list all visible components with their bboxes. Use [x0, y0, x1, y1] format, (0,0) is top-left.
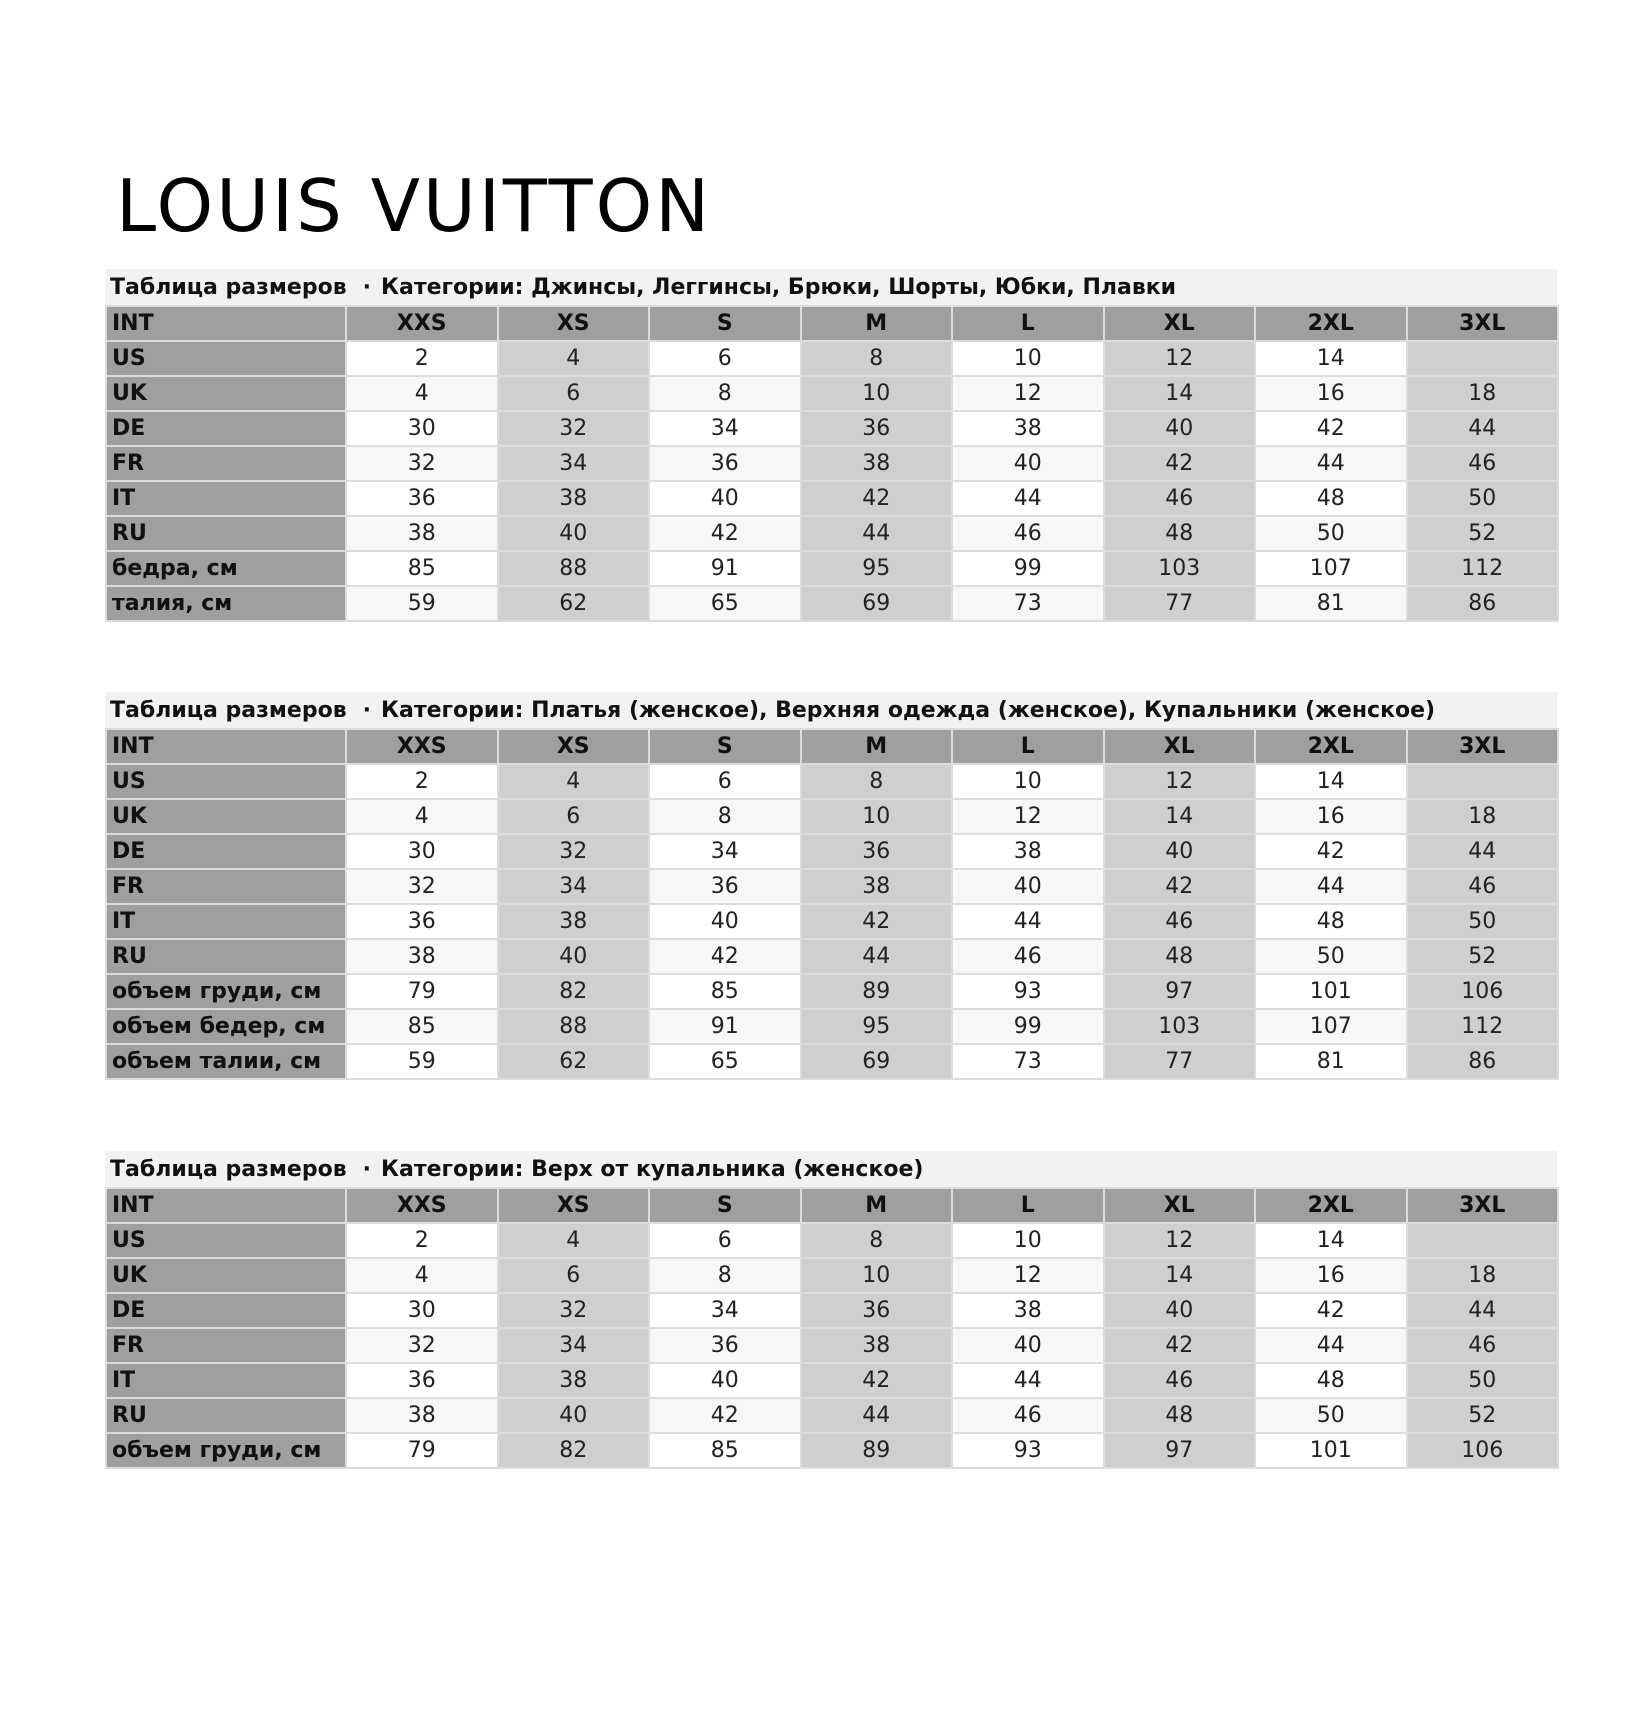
row-label: талия, см [106, 586, 346, 621]
table-cell: 89 [801, 1433, 953, 1468]
size-chart-bottoms [105, 269, 1557, 622]
table-cell: 8 [649, 376, 801, 411]
table-cell: 48 [1104, 1398, 1256, 1433]
table-cell: 38 [801, 446, 953, 481]
table-cell: 6 [498, 1258, 650, 1293]
table-row [106, 799, 1558, 834]
row-label: US [106, 341, 346, 376]
size-header: L [952, 729, 1104, 764]
size-header: M [801, 729, 953, 764]
table-cell: 16 [1255, 1258, 1407, 1293]
size-chart-categories: Категории: Верх от купальника (женское) [380, 1156, 924, 1182]
row-label: US [106, 764, 346, 799]
table-row [106, 1328, 1558, 1363]
table-cell: 32 [498, 1293, 650, 1328]
row-label: DE [106, 834, 346, 869]
table-cell: 6 [498, 799, 650, 834]
table-cell: 101 [1255, 974, 1407, 1009]
row-label: US [106, 1223, 346, 1258]
table-cell: 30 [346, 834, 498, 869]
table-row [106, 1258, 1558, 1293]
size-chart-title: Таблица размеров [110, 697, 347, 723]
size-header: XS [498, 1188, 650, 1223]
table-cell [1407, 764, 1559, 799]
table-cell: 65 [649, 586, 801, 621]
table-cell: 38 [952, 411, 1104, 446]
table-cell: 36 [346, 904, 498, 939]
header-row [106, 729, 1558, 764]
table-cell: 36 [801, 411, 953, 446]
table-cell: 97 [1104, 1433, 1256, 1468]
table-cell: 46 [1407, 446, 1559, 481]
table-cell: 52 [1407, 939, 1559, 974]
table-row [106, 481, 1558, 516]
table-cell: 40 [1104, 411, 1256, 446]
table-cell: 36 [649, 1328, 801, 1363]
table-cell: 34 [498, 1328, 650, 1363]
table-row [106, 1433, 1558, 1468]
table-cell: 12 [952, 1258, 1104, 1293]
table-cell: 46 [952, 516, 1104, 551]
size-header: M [801, 306, 953, 341]
row-label: FR [106, 1328, 346, 1363]
table-cell: 6 [498, 376, 650, 411]
title-separator: · [362, 1156, 371, 1182]
table-cell: 42 [801, 1363, 953, 1398]
table-cell: 44 [952, 904, 1104, 939]
table-cell: 8 [649, 799, 801, 834]
table-cell: 14 [1255, 1223, 1407, 1258]
table-cell: 2 [346, 341, 498, 376]
table-cell: 112 [1407, 1009, 1559, 1044]
table-row [106, 411, 1558, 446]
table-cell: 79 [346, 1433, 498, 1468]
table-cell: 50 [1407, 904, 1559, 939]
row-label: объем груди, см [106, 1433, 346, 1468]
table-row [106, 551, 1558, 586]
table-row [106, 869, 1558, 904]
table-cell: 42 [1255, 834, 1407, 869]
table-cell: 40 [498, 516, 650, 551]
table-cell: 34 [649, 411, 801, 446]
table-row [106, 974, 1558, 1009]
table-cell: 42 [1255, 1293, 1407, 1328]
table-cell [1407, 341, 1559, 376]
table-cell: 8 [801, 341, 953, 376]
table-row [106, 1223, 1558, 1258]
table-cell: 42 [1255, 411, 1407, 446]
table-cell: 10 [952, 1223, 1104, 1258]
size-chart-title-bar [105, 269, 1557, 305]
size-header: XL [1104, 306, 1256, 341]
table-cell: 12 [952, 799, 1104, 834]
table-cell: 4 [498, 764, 650, 799]
table-cell: 40 [952, 1328, 1104, 1363]
table-cell: 88 [498, 1009, 650, 1044]
table-cell: 14 [1104, 1258, 1256, 1293]
table-cell: 4 [498, 1223, 650, 1258]
row-label: объем груди, см [106, 974, 346, 1009]
table-cell: 18 [1407, 799, 1559, 834]
table-cell: 32 [498, 834, 650, 869]
table-cell: 44 [1407, 834, 1559, 869]
table-cell: 36 [649, 446, 801, 481]
table-cell: 4 [346, 1258, 498, 1293]
table-row [106, 834, 1558, 869]
table-cell: 88 [498, 551, 650, 586]
table-cell: 8 [801, 1223, 953, 1258]
table-cell: 103 [1104, 1009, 1256, 1044]
table-cell: 103 [1104, 551, 1256, 586]
size-table [105, 305, 1559, 622]
size-chart-title: Таблица размеров [110, 1156, 347, 1182]
size-header: S [649, 306, 801, 341]
row-label: IT [106, 481, 346, 516]
table-cell: 42 [649, 939, 801, 974]
table-cell: 52 [1407, 516, 1559, 551]
size-header: S [649, 729, 801, 764]
table-cell: 46 [952, 939, 1104, 974]
table-cell: 86 [1407, 1044, 1559, 1079]
title-separator: · [362, 274, 371, 300]
table-cell: 46 [1407, 1328, 1559, 1363]
table-cell: 12 [1104, 1223, 1256, 1258]
table-cell: 81 [1255, 1044, 1407, 1079]
size-header: XXS [346, 306, 498, 341]
table-row [106, 1398, 1558, 1433]
size-table [105, 728, 1559, 1080]
table-cell: 14 [1104, 376, 1256, 411]
table-cell: 65 [649, 1044, 801, 1079]
table-cell: 99 [952, 1009, 1104, 1044]
table-cell: 40 [952, 869, 1104, 904]
table-cell: 95 [801, 551, 953, 586]
table-cell: 42 [801, 904, 953, 939]
table-cell: 10 [952, 764, 1104, 799]
row-label: объем талии, см [106, 1044, 346, 1079]
table-cell: 73 [952, 1044, 1104, 1079]
table-row [106, 1293, 1558, 1328]
table-cell: 50 [1255, 1398, 1407, 1433]
size-header: L [952, 306, 1104, 341]
table-cell: 34 [649, 1293, 801, 1328]
table-cell: 34 [498, 446, 650, 481]
table-cell: 38 [498, 904, 650, 939]
size-header: 3XL [1407, 729, 1559, 764]
table-cell: 79 [346, 974, 498, 1009]
table-cell: 44 [801, 939, 953, 974]
table-cell: 16 [1255, 799, 1407, 834]
table-cell: 50 [1407, 1363, 1559, 1398]
table-cell: 50 [1255, 516, 1407, 551]
table-cell: 48 [1104, 939, 1256, 974]
table-cell: 32 [346, 446, 498, 481]
table-row [106, 341, 1558, 376]
table-cell: 82 [498, 974, 650, 1009]
size-header: S [649, 1188, 801, 1223]
table-cell: 40 [1104, 1293, 1256, 1328]
table-cell: 6 [649, 1223, 801, 1258]
table-cell: 40 [1104, 834, 1256, 869]
table-cell: 6 [649, 341, 801, 376]
table-cell: 85 [346, 1009, 498, 1044]
table-cell: 42 [801, 481, 953, 516]
size-chart-dresses [105, 692, 1557, 1080]
table-cell: 38 [346, 1398, 498, 1433]
table-cell: 36 [346, 481, 498, 516]
table-cell: 12 [1104, 341, 1256, 376]
table-cell: 50 [1407, 481, 1559, 516]
table-cell: 69 [801, 586, 953, 621]
table-cell: 44 [952, 481, 1104, 516]
table-row [106, 1009, 1558, 1044]
table-cell: 44 [1407, 411, 1559, 446]
table-cell: 8 [649, 1258, 801, 1293]
table-cell: 32 [346, 869, 498, 904]
table-cell: 44 [1255, 446, 1407, 481]
table-cell: 81 [1255, 586, 1407, 621]
table-cell: 93 [952, 1433, 1104, 1468]
row-label: DE [106, 1293, 346, 1328]
table-cell: 30 [346, 1293, 498, 1328]
table-cell: 40 [649, 904, 801, 939]
table-cell: 86 [1407, 586, 1559, 621]
table-cell: 52 [1407, 1398, 1559, 1433]
table-cell: 91 [649, 551, 801, 586]
table-cell: 112 [1407, 551, 1559, 586]
table-cell: 42 [649, 1398, 801, 1433]
table-cell: 4 [498, 341, 650, 376]
row-label: RU [106, 516, 346, 551]
size-chart-categories: Категории: Платья (женское), Верхняя одежда (женское), Купальники (женское) [380, 697, 1436, 723]
table-cell: 34 [649, 834, 801, 869]
table-cell: 2 [346, 1223, 498, 1258]
size-header: M [801, 1188, 953, 1223]
table-cell: 46 [1104, 1363, 1256, 1398]
row-label: RU [106, 939, 346, 974]
row-label: UK [106, 799, 346, 834]
table-cell: 62 [498, 586, 650, 621]
row-label: FR [106, 446, 346, 481]
table-row [106, 1363, 1558, 1398]
table-cell: 34 [498, 869, 650, 904]
row-label: IT [106, 904, 346, 939]
table-cell: 18 [1407, 376, 1559, 411]
table-cell: 38 [952, 834, 1104, 869]
table-cell: 36 [801, 834, 953, 869]
table-cell: 46 [1104, 904, 1256, 939]
int-header-label: INT [106, 1188, 346, 1223]
header-row [106, 1188, 1558, 1223]
table-cell: 44 [952, 1363, 1104, 1398]
table-cell: 85 [346, 551, 498, 586]
table-cell: 32 [346, 1328, 498, 1363]
table-cell: 10 [801, 376, 953, 411]
table-cell: 48 [1255, 481, 1407, 516]
table-cell: 48 [1104, 516, 1256, 551]
table-cell: 106 [1407, 1433, 1559, 1468]
table-row [106, 904, 1558, 939]
table-cell: 106 [1407, 974, 1559, 1009]
size-chart-title: Таблица размеров [110, 274, 347, 300]
table-cell: 38 [498, 1363, 650, 1398]
size-header: XS [498, 729, 650, 764]
table-cell: 85 [649, 1433, 801, 1468]
header-row [106, 306, 1558, 341]
table-row [106, 446, 1558, 481]
table-cell: 44 [1255, 1328, 1407, 1363]
table-cell: 8 [801, 764, 953, 799]
table-cell: 38 [498, 481, 650, 516]
table-row [106, 376, 1558, 411]
table-cell: 101 [1255, 1433, 1407, 1468]
size-header: XL [1104, 729, 1256, 764]
table-cell: 40 [952, 446, 1104, 481]
table-row [106, 516, 1558, 551]
table-cell: 2 [346, 764, 498, 799]
table-cell: 44 [801, 516, 953, 551]
table-cell: 42 [649, 516, 801, 551]
table-cell: 46 [1407, 869, 1559, 904]
title-separator: · [362, 697, 371, 723]
int-header-label: INT [106, 729, 346, 764]
table-cell: 40 [649, 1363, 801, 1398]
table-cell: 38 [346, 516, 498, 551]
table-cell: 40 [498, 1398, 650, 1433]
table-cell: 59 [346, 586, 498, 621]
size-header: XXS [346, 1188, 498, 1223]
table-cell: 6 [649, 764, 801, 799]
table-cell: 77 [1104, 586, 1256, 621]
table-cell: 30 [346, 411, 498, 446]
table-cell: 10 [801, 1258, 953, 1293]
table-cell: 38 [801, 1328, 953, 1363]
table-cell: 77 [1104, 1044, 1256, 1079]
table-cell: 107 [1255, 1009, 1407, 1044]
table-cell: 10 [801, 799, 953, 834]
table-cell: 14 [1104, 799, 1256, 834]
table-cell: 97 [1104, 974, 1256, 1009]
table-cell: 69 [801, 1044, 953, 1079]
row-label: IT [106, 1363, 346, 1398]
size-header: XS [498, 306, 650, 341]
table-row [106, 939, 1558, 974]
int-header-label: INT [106, 306, 346, 341]
size-header: XXS [346, 729, 498, 764]
table-cell: 73 [952, 586, 1104, 621]
table-row [106, 586, 1558, 621]
table-cell: 50 [1255, 939, 1407, 974]
table-cell: 18 [1407, 1258, 1559, 1293]
row-label: UK [106, 376, 346, 411]
table-cell: 42 [1104, 1328, 1256, 1363]
table-cell: 38 [801, 869, 953, 904]
table-cell: 36 [346, 1363, 498, 1398]
table-cell: 107 [1255, 551, 1407, 586]
row-label: DE [106, 411, 346, 446]
size-chart-categories: Категории: Джинсы, Леггинсы, Брюки, Шорты, Юбки, Плавки [380, 274, 1177, 300]
size-chart-title-bar [105, 1151, 1557, 1187]
table-cell: 93 [952, 974, 1104, 1009]
size-chart-title-bar [105, 692, 1557, 728]
table-cell: 14 [1255, 764, 1407, 799]
table-cell: 42 [1104, 869, 1256, 904]
size-header: 2XL [1255, 306, 1407, 341]
row-label: UK [106, 1258, 346, 1293]
size-header: 2XL [1255, 729, 1407, 764]
row-label: объем бедер, см [106, 1009, 346, 1044]
table-cell: 36 [801, 1293, 953, 1328]
table-cell: 99 [952, 551, 1104, 586]
table-row [106, 764, 1558, 799]
table-cell: 38 [952, 1293, 1104, 1328]
table-cell: 59 [346, 1044, 498, 1079]
size-chart-swim-tops [105, 1151, 1557, 1469]
table-cell: 32 [498, 411, 650, 446]
table-cell: 16 [1255, 376, 1407, 411]
table-cell: 38 [346, 939, 498, 974]
table-cell: 46 [1104, 481, 1256, 516]
table-cell: 89 [801, 974, 953, 1009]
table-cell [1407, 1223, 1559, 1258]
table-cell: 4 [346, 376, 498, 411]
table-cell: 44 [1255, 869, 1407, 904]
table-cell: 46 [952, 1398, 1104, 1433]
row-label: FR [106, 869, 346, 904]
size-header: L [952, 1188, 1104, 1223]
row-label: RU [106, 1398, 346, 1433]
size-table [105, 1187, 1559, 1469]
table-cell: 4 [346, 799, 498, 834]
table-cell: 85 [649, 974, 801, 1009]
table-cell: 44 [801, 1398, 953, 1433]
table-cell: 40 [498, 939, 650, 974]
size-header: XL [1104, 1188, 1256, 1223]
table-row [106, 1044, 1558, 1079]
table-cell: 36 [649, 869, 801, 904]
table-cell: 42 [1104, 446, 1256, 481]
size-header: 3XL [1407, 1188, 1559, 1223]
table-cell: 14 [1255, 341, 1407, 376]
size-header: 3XL [1407, 306, 1559, 341]
row-label: бедра, см [106, 551, 346, 586]
table-cell: 48 [1255, 904, 1407, 939]
size-header: 2XL [1255, 1188, 1407, 1223]
table-cell: 12 [1104, 764, 1256, 799]
table-cell: 10 [952, 341, 1104, 376]
table-cell: 48 [1255, 1363, 1407, 1398]
table-cell: 91 [649, 1009, 801, 1044]
table-cell: 82 [498, 1433, 650, 1468]
brand-logo: LOUIS VUITTON [116, 164, 713, 248]
table-cell: 40 [649, 481, 801, 516]
table-cell: 95 [801, 1009, 953, 1044]
table-cell: 44 [1407, 1293, 1559, 1328]
table-cell: 62 [498, 1044, 650, 1079]
table-cell: 12 [952, 376, 1104, 411]
